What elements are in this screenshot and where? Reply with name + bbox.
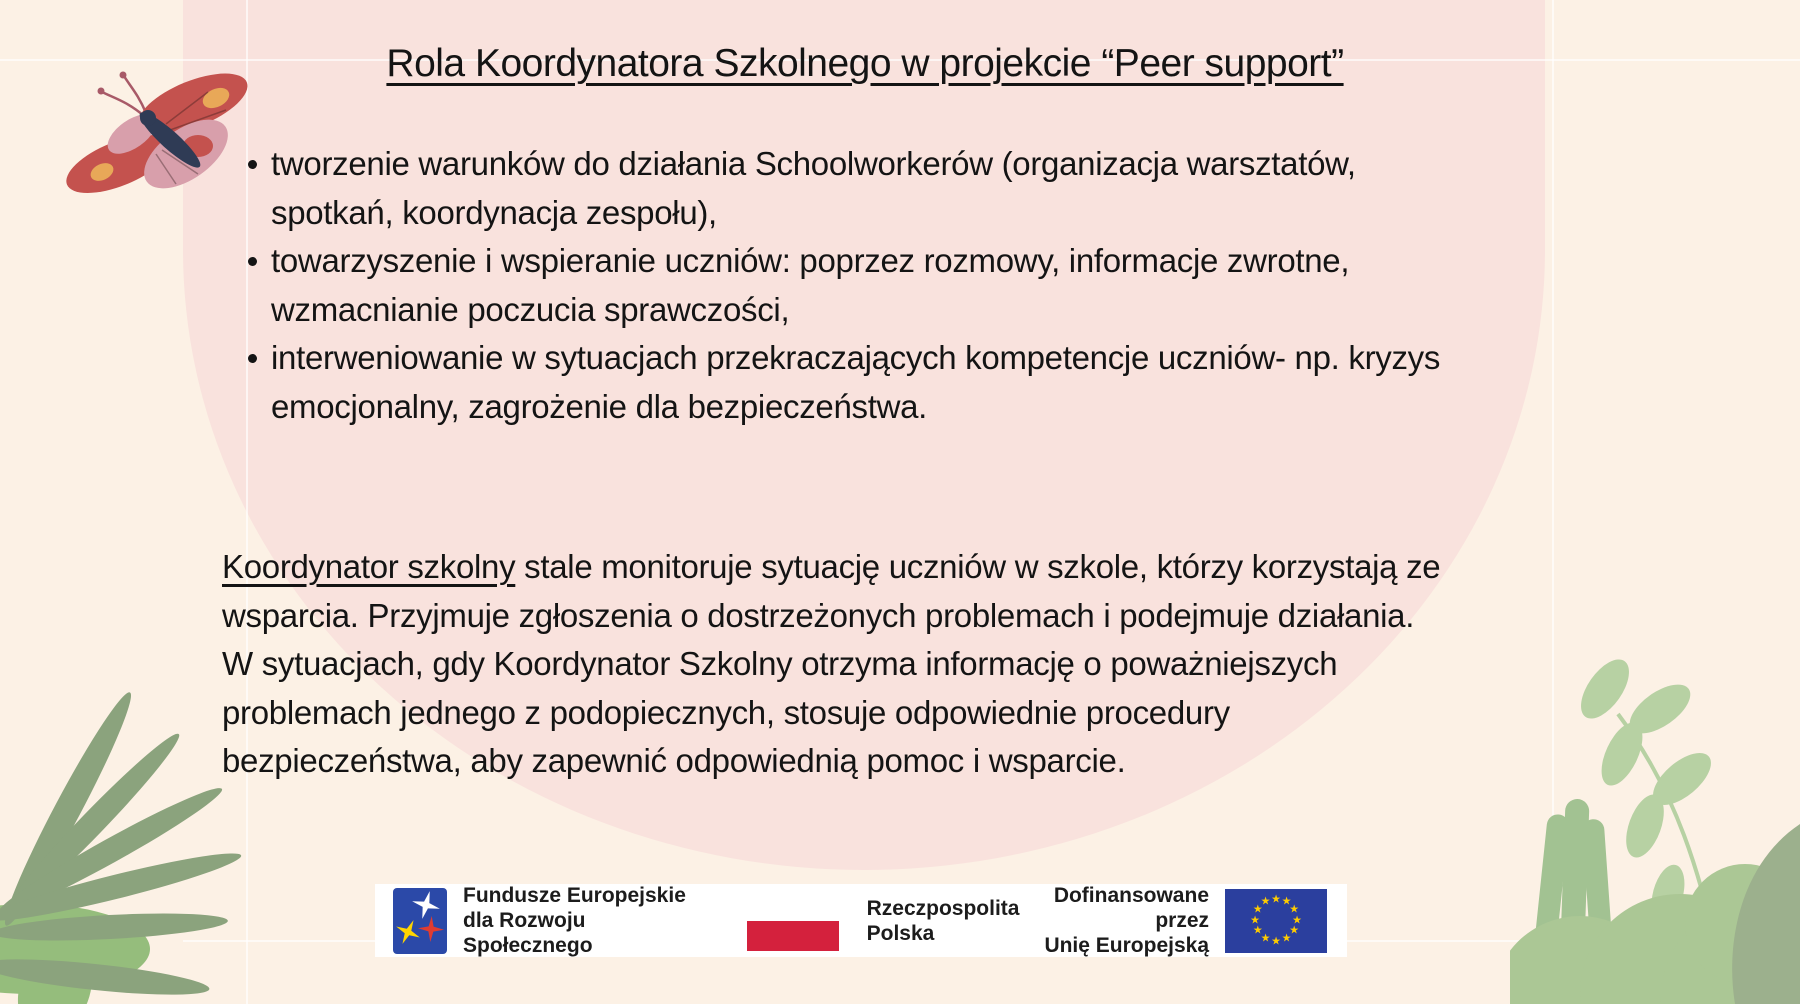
poland-flag-icon: [747, 891, 839, 951]
paragraph-line-rest: stale monitoruje sytuację uczniów w szkole, którzy korzystają ze: [524, 548, 1441, 585]
page-title: Rola Koordynatora Szkolnego w projekcie “Peer support”: [386, 42, 1344, 85]
poland-label-line1: Rzeczpospolita: [866, 896, 1020, 920]
eu-flag-star: ★: [1271, 893, 1281, 905]
eu-flag-star: ★: [1281, 895, 1292, 908]
poland-label: [867, 896, 1020, 946]
bullet-list: [245, 140, 1440, 431]
eu-funds-label: [463, 883, 691, 958]
eu-funds-label-line1: Fundusze Europejskie: [463, 884, 686, 907]
bullet-item: [245, 237, 1440, 334]
eu-flag-star: ★: [1292, 914, 1302, 926]
eu-funds-label-line2: dla Rozwoju Społecznego: [463, 909, 593, 957]
cofunded-label: [1019, 883, 1209, 958]
eu-flag-star: ★: [1250, 914, 1260, 926]
bullet-item: [245, 334, 1440, 431]
bullet-line: towarzyszenie i wspieranie uczniów: poprzez rozmowy, informacje zwrotne,: [271, 242, 1350, 279]
paragraph-line: W sytuacjach, gdy Koordynator Szkolny otrzyma informację o poważniejszych: [222, 645, 1338, 682]
branch-leaves-icon: [1510, 564, 1800, 1004]
eu-flag-star: ★: [1252, 924, 1263, 937]
bullet-line: wzmacnianie poczucia sprawczości,: [271, 290, 790, 328]
butterfly-icon: [58, 58, 248, 193]
bullet-line: interweniowanie w sytuacjach przekraczających kompetencje uczniów- np. kryzys: [271, 339, 1441, 376]
bullet-item: [245, 140, 1440, 237]
eu-flag-star: ★: [1281, 932, 1292, 945]
bullet-line: emocjonalny, zagrożenie dla bezpieczeństwa.: [271, 387, 928, 425]
bullet-line: spotkań, koordynacja zespołu),: [271, 193, 717, 231]
cofunded-label-line1: Dofinansowane przez: [1053, 884, 1209, 932]
eu-funds-logo-icon: [393, 888, 447, 954]
cofunded-label-line2: Unię Europejską: [1044, 934, 1209, 957]
eu-flag-icon: [1225, 889, 1327, 953]
poland-label-line2: Polska: [866, 921, 935, 945]
footer-logos-bar: [375, 884, 1347, 957]
bullet-line: tworzenie warunków do działania Schoolworkerów (organizacja warsztatów,: [271, 145, 1356, 182]
eu-flag-star: ★: [1260, 895, 1271, 908]
eu-flag-star: ★: [1289, 924, 1300, 937]
paragraph-line: [222, 543, 1440, 592]
paragraph-line: bezpieczeństwa, aby zapewnić odpowiednią pomoc i wsparcie.: [222, 742, 1126, 779]
paragraph: [222, 543, 1440, 786]
eu-flag-star: ★: [1289, 903, 1300, 916]
paragraph-lead-underlined: Koordynator szkolny: [222, 548, 516, 585]
eu-flag-star: ★: [1271, 935, 1281, 947]
palm-leaves-icon: [0, 629, 265, 1004]
paragraph-line: wsparcia. Przyjmuje zgłoszenia o dostrzeżonych problemach i podejmuje działania.: [222, 596, 1415, 634]
eu-flag-star: ★: [1260, 932, 1271, 945]
paragraph-line: problemach jednego z podopiecznych, stosuje odpowiednie procedury: [222, 693, 1230, 731]
eu-flag-star: ★: [1252, 903, 1263, 916]
